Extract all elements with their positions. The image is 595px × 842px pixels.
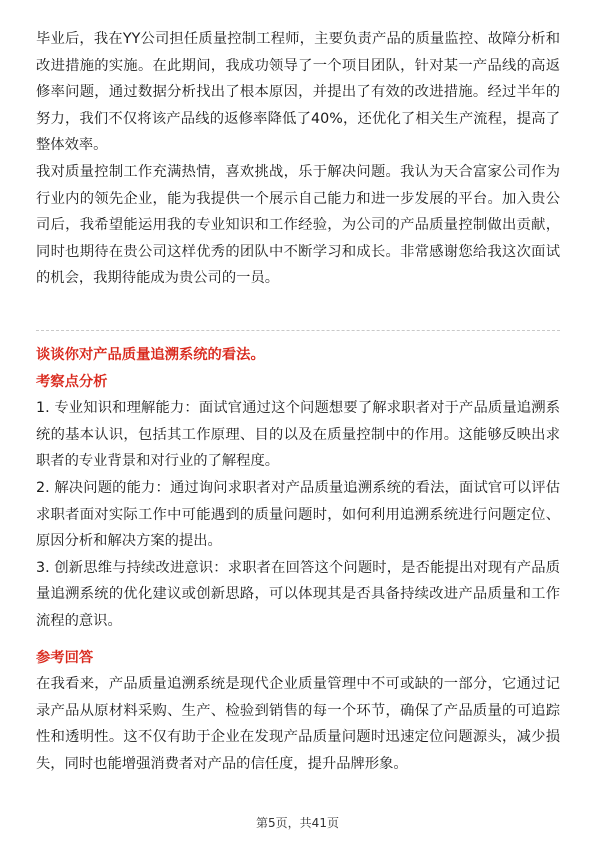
question-block <box>36 338 560 778</box>
answer-paragraph: 在我看来，产品质量追溯系统是现代企业质量管理中不可或缺的一部分，它通过记录产品从原材料采购、生产、检验到销售的每一个环节，确保了产品质量的可追踪性和透明性。这不仅有助于企业在发现产品质量问题时迅速定位问题源头，减少损失，同时也能增强消费者对产品的信任度，提升品牌形象。 <box>36 676 560 772</box>
intro-paragraph-2: 我对质量控制工作充满热情，喜欢挑战，乐于解决问题。我认为天合富家公司作为行业内的领先企业，能为我提供一个展示自己能力和进一步发展的平台。加入贵公司后，我希望能运用我的专业知识和工作经验，为公司的产品质量控制做出贡献，同时也期待在贵公司这样优秀的团队中不断学习和成长。非常感谢您给我这次面试的机会，我期待能成为贵公司的一员。 <box>36 163 560 287</box>
intro-paragraph-1: 毕业后，我在YY公司担任质量控制工程师，主要负责产品的质量监控、故障分析和改进措施的实施。在此期间，我成功领导了一个项目团队，针对某一产品线的高返修率问题，通过数据分析找出了根本原因，并提出了有效的改进措施。经过半年的努力，我们不仅将该产品线的返修率降低了40%，还优化了相关生产流程，提高了整体效率。 <box>36 31 560 154</box>
answer-title: 参考回答 <box>36 649 94 666</box>
analysis-item-2: 2. 解决问题的能力：通过询问求职者对产品质量追溯系统的看法，面试官可以评估求职者面对实际工作中可能遇到的质量问题时，如何利用追溯系统进行问题定位、原因分析和解决方案的提出。 <box>36 479 560 550</box>
page-content <box>36 26 560 292</box>
analysis-item-1: 1. 专业知识和理解能力：面试官通过这个问题想要了解求职者对于产品质量追溯系统的基本认识，包括其工作原理、目的以及在质量控制中的作用。这能够反映出求职者的专业背景和对行业的了解程度。 <box>36 400 560 470</box>
analysis-title: 考察点分析 <box>36 373 108 390</box>
page-number: 第5页，共41页 <box>256 816 339 830</box>
analysis-item-3: 3. 创新思维与持续改进意识：求职者在回答这个问题时，是否能提出对现有产品质量追溯系统的优化建议或创新思路，可以体现其是否具备持续改进产品质量和工作流程的意识。 <box>36 559 560 629</box>
interview-question: 谈谈你对产品质量追溯系统的看法。 <box>36 347 265 363</box>
section-divider <box>36 330 560 331</box>
